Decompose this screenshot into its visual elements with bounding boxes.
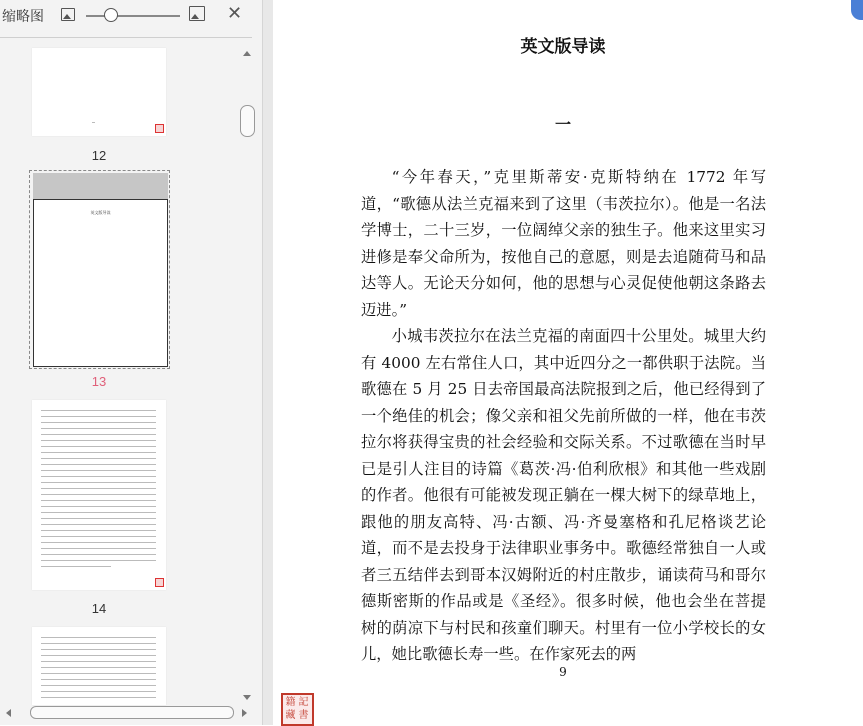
horizontal-scrollbar[interactable] — [0, 703, 252, 721]
header-divider — [0, 37, 252, 38]
seal-icon — [155, 124, 164, 133]
thumbnail-title: 英文版导读 — [90, 210, 111, 215]
sidebar-header — [0, 0, 262, 33]
thumbnail-page-12[interactable] — [32, 48, 166, 136]
zoom-slider[interactable] — [86, 15, 180, 17]
document-page — [273, 0, 863, 725]
scroll-left-icon[interactable] — [6, 709, 11, 717]
page-number: 9 — [559, 665, 567, 679]
scrollbar-thumb[interactable] — [30, 706, 234, 719]
scroll-up-icon[interactable] — [243, 51, 251, 56]
seal-icon — [155, 578, 164, 587]
paragraph: “今年春天，”克里斯蒂安·克斯特纳在 1772 年写道，“歌德从法兰克福来到了这里（韦茨拉尔）。他是一名法学博士，二十三岁，一位阔绰父亲的独生子。他来这里实习进修是奉父命所为，按他自己的意愿，则是去追随荷马和品达等人。无论天分如何，他的思想与心灵促使他朝这条路去迈进。” — [361, 168, 766, 319]
section-number: 一 — [554, 115, 571, 134]
thumbnail-previous-page-tail — [33, 173, 168, 199]
thumbnail-label: 12 — [91, 148, 107, 163]
close-icon[interactable]: ✕ — [227, 3, 243, 24]
thumbnail-sidebar — [0, 0, 262, 725]
sidebar-title: 缩略图 — [2, 9, 44, 25]
image-large-icon[interactable] — [189, 6, 205, 21]
body-text — [361, 164, 766, 668]
thumbnail-page-13[interactable] — [29, 170, 170, 369]
pane-splitter[interactable] — [262, 0, 273, 725]
collector-seal-icon: 藏 書 記 籍 — [281, 693, 314, 726]
paragraph: 小城韦茨拉尔在法兰克福的南面四十公里处。城里大约有 4000 左右常住人口，其中近四分之一都供职于法院。当歌德在 5 月 25 日去帝国最高法院报到之后，他已经得到了一个绝佳的机会；像父亲和祖父先前所做的一样，他在韦茨拉尔将获得宝贵的社会经验和交际关系。不过歌德在当时早已是引人注目的诗篇《葛茨·冯·伯利欣根》和其他一些戏剧的作者。他很有可能被发现正躺在一棵大树下的绿草地上，跟他的朋友高特、冯·古额、冯·齐曼塞格和孔尼格谈艺论道，而不是去投身于法律职业事务中。歌德经常独自一人或者三五结伴去到哥本汉姆附近的村庄散步，诵读荷马和哥尔德斯密斯的作品或是《圣经》。很多时候，他也会坐在菩提树的荫凉下与村民和孩童们聊天。村里有一位小学校长的女儿，她比歌德长寿一些。在作家死去的两 — [361, 327, 766, 663]
image-small-icon[interactable] — [61, 8, 75, 21]
thumbnail-page — [33, 199, 168, 367]
zoom-slider-handle[interactable] — [104, 8, 118, 22]
page-title: 英文版导读 — [520, 37, 606, 57]
thumbnail-page-15[interactable] — [32, 627, 166, 705]
thumbnail-label-selected: 13 — [91, 374, 107, 389]
scroll-right-icon[interactable] — [242, 709, 247, 717]
thumbnail-page-14[interactable] — [32, 400, 166, 590]
scroll-down-icon[interactable] — [243, 695, 251, 700]
vertical-scrollbar[interactable] — [240, 45, 254, 705]
thumbnail-label: 14 — [91, 601, 107, 616]
scrollbar-thumb[interactable] — [240, 105, 255, 137]
